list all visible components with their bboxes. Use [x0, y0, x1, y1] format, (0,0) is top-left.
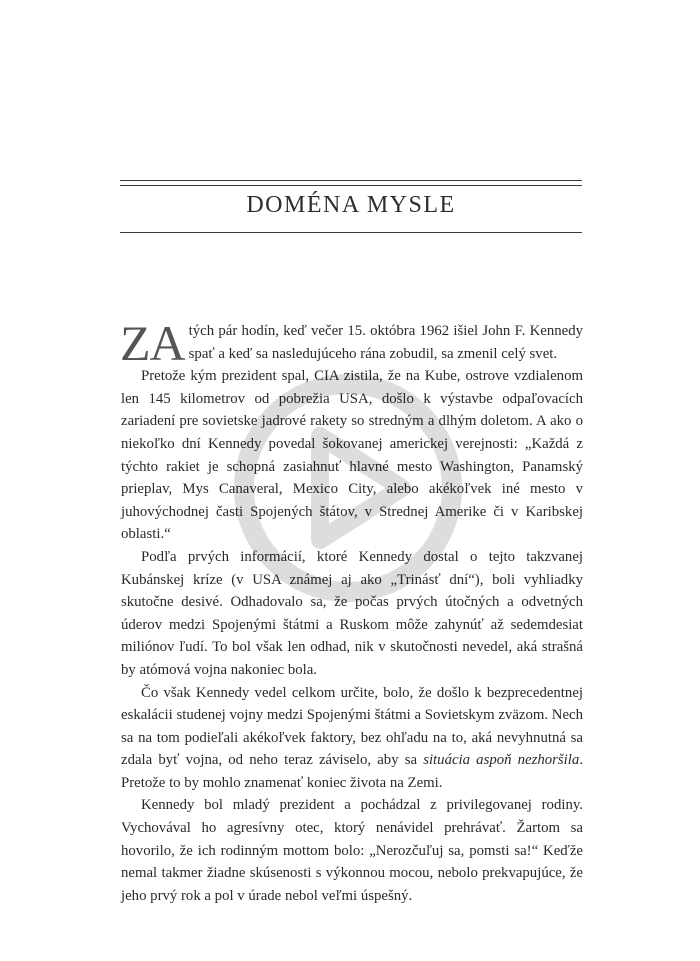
paragraph-5: Kennedy bol mladý prezident a pochádzal z privilegovanej rodiny. Vychovával ho agresívny otec, ktorý nenávidel prehrávať. Žartom sa hovorilo, že ich rodinným mottom bolo: „Nerozčuľuj sa, pomsti sa!“ Keďže nemal takmer žiadne skúsenosti s výkonnou mocou, nebolo prekvapujúce, že jeho prvý rok a pol v úrade nebol veľmi úspešný. [121, 797, 583, 904]
title-rule-bottom [120, 232, 582, 233]
chapter-body [120, 315, 584, 907]
paragraph-1-text: tých pár hodín, keď večer 15. októbra 1962 išiel John F. Kennedy spať a keď sa nasledujúceho rána zobudil, sa zmenil celý svet. [188, 323, 583, 362]
drop-cap: ZA [120, 315, 185, 371]
title-rule-top [120, 180, 582, 181]
paragraph-2: Pretože kým prezident spal, CIA zistila, že na Kube, ostrove vzdialenom len 145 kilometrov od pobrežia USA, došlo k výstavbe odpaľovacích zariadení pre sovietske jadrové rakety so stredným a dlhým doletom. A ako o niekoľko dní Kennedy povedal šokovanej americkej verejnosti: „Každá z týchto rakiet je schopná zasiahnuť hlavné mesto Washington, Panamský prieplav, Mys Canaveral, Mexico City, alebo akékoľvek iné mesto v juhovýchodnej časti Spojených štátov, v Strednej Amerike či v Karibskej oblasti.“ [121, 368, 583, 543]
paragraph-3: Podľa prvých informácií, ktoré Kennedy dostal o tejto takzvanej Kubánskej kríze (v USA známej aj ako „Trinásť dní“), boli vyhliadky skutočne desivé. Odhadovalo sa, že počas prvých útočných a odvetných úderov medzi Spojenými štátmi a Ruskom môže zahynúť až sedemdesiat miliónov ľudí. To bol však len odhad, nik v skutočnosti nevedel, aká strašná by atómová vojna nakoniec bola. [121, 548, 583, 678]
chapter-title: DOMÉNA MYSLE [246, 192, 456, 218]
paragraph-4 [121, 682, 583, 795]
paragraph-4-text-a: Čo však Kennedy vedel celkom určite, bolo, že došlo k bezprecedentnej eskalácii studenej vojny medzi Spojenými štátmi a Sovietskym zväzom. Nech sa na tom podieľali akékoľvek faktory, bez ohľadu na to, aká nevyhnutná sa zdala byť vojna, od neho teraz záviselo, aby sa [121, 684, 583, 769]
paragraph-4-text-b: . Pretože to by mohlo znamenať koniec života na Zemi. [121, 752, 584, 791]
paragraph-1 [120, 315, 583, 371]
paragraph-4-italic: situácia aspoň nezhoršila [423, 752, 580, 769]
title-rule-top-inner [120, 185, 582, 186]
